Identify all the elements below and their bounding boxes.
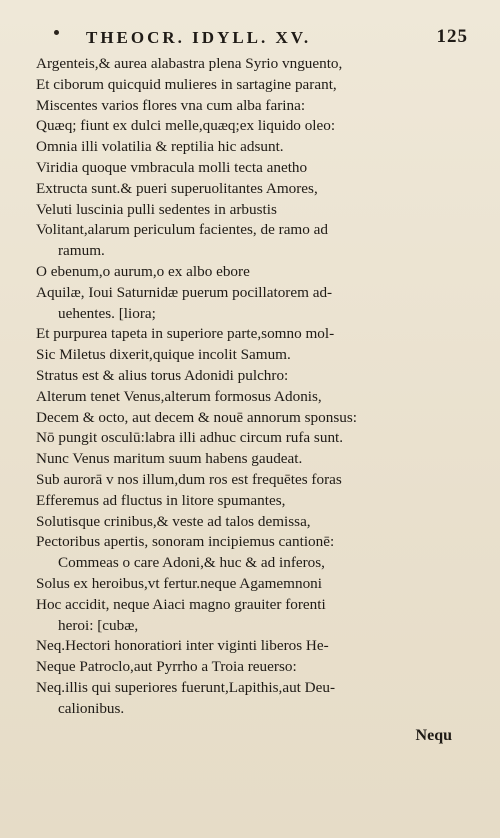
text-line: Efferemus ad fluctus in litore spumantes,: [36, 491, 286, 509]
text-line: Alterum tenet Venus,alterum formosus Adonis,: [36, 387, 322, 405]
text-line: Sic Miletus dixerit,quique incolit Samum.: [36, 346, 291, 364]
text-line: ramum.: [58, 242, 105, 260]
text-line: Volitant,alarum periculum facientes, de ramo ad: [36, 221, 328, 239]
text-line: O ebenum,o aurum,o ex albo ebore: [36, 262, 250, 280]
page-header: [0, 26, 500, 50]
running-title: THEOCR. IDYLL. XV.: [86, 28, 312, 47]
text-line: Commeas o care Adoni,& huc & ad inferos,: [58, 554, 325, 572]
text-line: Argenteis,& aurea alabastra plena Syrio vnguento,: [36, 55, 343, 72]
text-line: uehentes. [liora;: [58, 304, 156, 322]
text-line: Extructa sunt.& pueri superuolitantes Amores,: [36, 179, 318, 197]
text-line: Neq.illis qui superiores fuerunt,Lapithis,aut Deu-: [36, 678, 336, 696]
text-line: Et ciborum quicquid mulieres in sartagine parant,: [36, 75, 337, 93]
text-line: heroi: [cubæ,: [58, 616, 139, 634]
text-line: Veluti luscinia pulli sedentes in arbustis: [36, 200, 277, 218]
text-line: Aquilæ, Ioui Saturnidæ puerum pocillatorem ad-: [36, 283, 333, 301]
text-block: [36, 54, 476, 720]
text-line: Decem & octo, aut decem & nouē annorum sponsus:: [36, 408, 357, 426]
text-line: Quæq; fiunt ex dulci melle,quæq;ex liquido oleo:: [36, 117, 336, 135]
catchword: Nequ: [415, 727, 452, 744]
text-line: Miscentes varios flores vna cum alba farina:: [36, 96, 306, 114]
text-line: Neq.Hectori honoratiori inter viginti liberos He-: [36, 637, 329, 655]
text-line: Solus ex heroibus,vt fertur.neque Agamemnoni: [36, 574, 322, 592]
text-line: Nunc Venus maritum suum habens gaudeat.: [36, 450, 303, 468]
text-line: Et purpurea tapeta in superiore parte,somno mol-: [36, 325, 335, 343]
text-line: Viridia quoque vmbracula molli tecta anetho: [36, 158, 308, 176]
ornament-dot: [54, 30, 59, 35]
text-line: Sub aurorā v nos illum,dum ros est frequētes foras: [36, 470, 342, 488]
page-number: 125: [436, 26, 468, 47]
text-line: Omnia illi volatilia & reptilia hic adsunt.: [36, 138, 284, 156]
text-line: Neque Patroclo,aut Pyrrho a Troia reuerso:: [36, 658, 297, 676]
text-line: calionibus.: [58, 699, 125, 717]
text-line: Pectoribus apertis, sonoram incipiemus cantionē:: [36, 533, 335, 551]
text-line: Nō pungit osculū:labra illi adhuc circum rufa sunt.: [36, 429, 344, 447]
text-line: Solutisque crinibus,& veste ad talos demissa,: [36, 512, 311, 530]
text-line: Hoc accidit, neque Aiaci magno grauiter forenti: [36, 595, 326, 613]
text-line: Stratus est & alius torus Adonidi pulchro:: [36, 366, 289, 384]
